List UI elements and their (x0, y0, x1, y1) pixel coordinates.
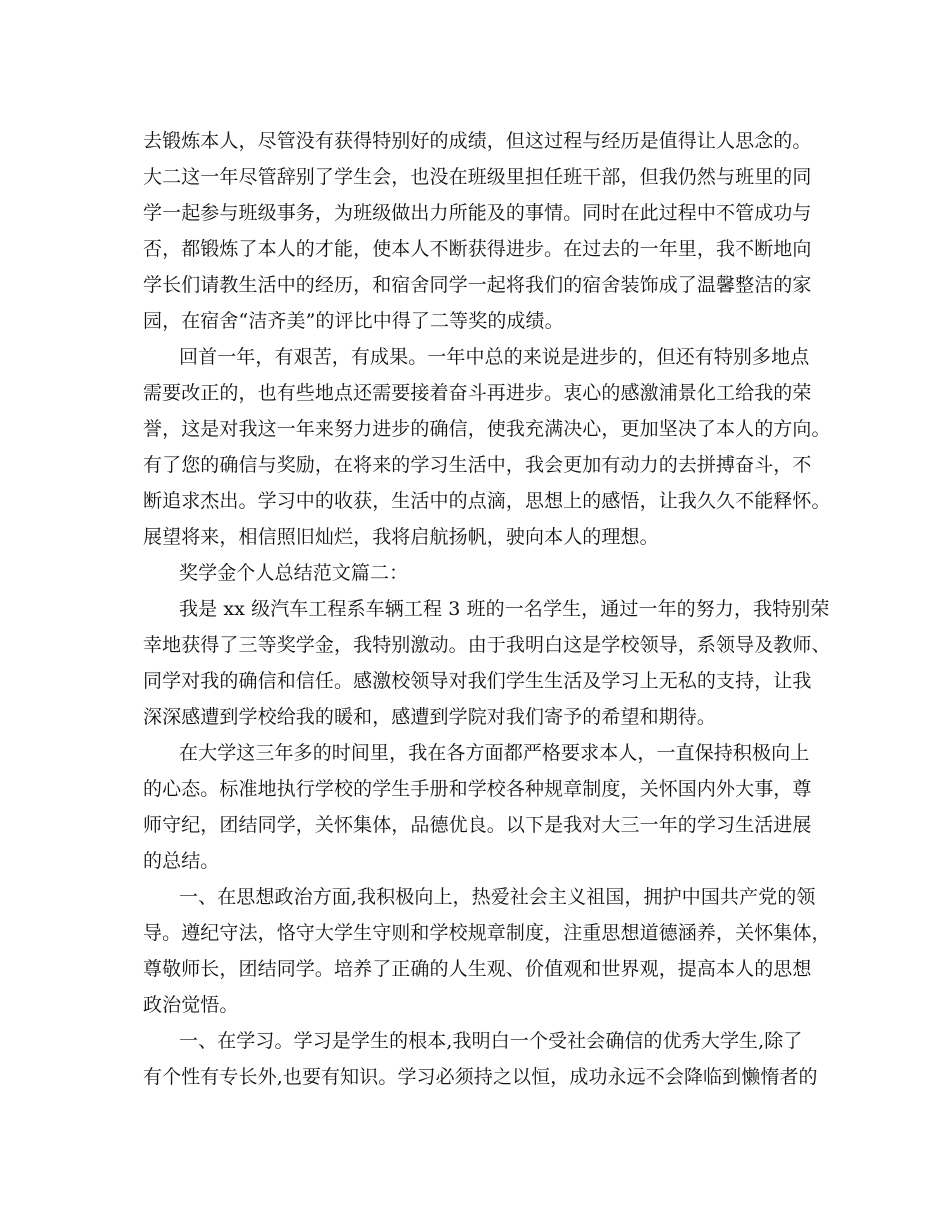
text-line: 有个性有专长外,也要有知识。学习必须持之以恒，成功永远不会降临到懒惰者的 (143, 1066, 818, 1088)
text-line: 导。遵纪守法，恪守大学生守则和学校规章制度，注重思想道德涵养，关怀集体， (143, 922, 831, 944)
text-line: 学长们请教生活中的经历，和宿舍同学一起将我们的宿舍装饰成了温馨整洁的家 (143, 274, 812, 296)
text-line: 大二这一年尽管辞别了学生会，也没在班级里担任班干部，但我仍然与班里的同 (143, 166, 812, 188)
text-line: 幸地获得了三等奖学金，我特别激动。由于我明白这是学校领导，系领导及教师、 (143, 634, 831, 656)
paragraph-start-line: 在大学这三年多的时间里，我在各方面都严格要求本人，一直保持积极向上 (179, 742, 810, 764)
text-line: 师守纪，团结同学，关怀集体，品德优良。以下是我对大三一年的学习生活进展 (143, 814, 812, 836)
text-line: 同学对我的确信和信任。感激校领导对我们学生生活及学习上无私的支持，让我 (143, 670, 812, 692)
text-line: 尊敬师长，团结同学。培养了正确的人生观、价值观和世界观，提高本人的思想 (143, 958, 812, 980)
paragraph-start-line: 我是 xx 级汽车工程系车辆工程 3 班的一名学生，通过一年的努力，我特别荣 (179, 598, 830, 620)
text-line: 断追求杰出。学习中的收获，生活中的点滴，思想上的感悟，让我久久不能释怀。 (143, 490, 831, 512)
paragraph-start-line: 一、在思想政治方面,我积极向上，热爱社会主义祖国，拥护中国共产党的领 (179, 886, 816, 908)
text-line: 誉，这是对我这一年来努力进步的确信，使我充满决心，更加坚决了本人的方向。 (143, 418, 831, 440)
text-line: 政治觉悟。 (143, 994, 239, 1016)
text-line: 的总结。 (143, 850, 220, 872)
text-line: 展望将来，相信照旧灿烂，我将启航扬帆，驶向本人的理想。 (143, 526, 659, 548)
text-line: 有了您的确信与奖励，在将来的学习生活中，我会更加有动力的去拼搏奋斗，不 (143, 454, 812, 476)
text-line: 去锻炼本人，尽管没有获得特别好的成绩，但这过程与经历是值得让人思念的。 (143, 130, 812, 152)
text-line: 学一起参与班级事务，为班级做出力所能及的事情。同时在此过程中不管成功与 (143, 202, 812, 224)
text-line: 需要改正的，也有些地点还需要接着奋斗再进步。衷心的感激浦景化工给我的荣 (143, 382, 812, 404)
text-line: 深深感遭到学校给我的暖和，感遭到学院对我们寄予的希望和期待。 (143, 706, 717, 728)
text-line: 的心态。标准地执行学校的学生手册和学校各种规章制度，关怀国内外大事，尊 (143, 778, 812, 800)
text-line: 否，都锻炼了本人的才能，使本人不断获得进步。在过去的一年里，我不断地向 (143, 238, 812, 260)
section-heading: 奖学金个人总结范文篇二： (179, 562, 409, 584)
paragraph-start-line: 回首一年，有艰苦，有成果。一年中总的来说是进步的，但还有特别多地点 (179, 346, 810, 368)
paragraph-start-line: 一、在学习。学习是学生的根本,我明白一个受社会确信的优秀大学生,除了 (179, 1030, 803, 1052)
text-line: 园，在宿舍“洁齐美”的评比中得了二等奖的成绩。 (143, 310, 564, 332)
